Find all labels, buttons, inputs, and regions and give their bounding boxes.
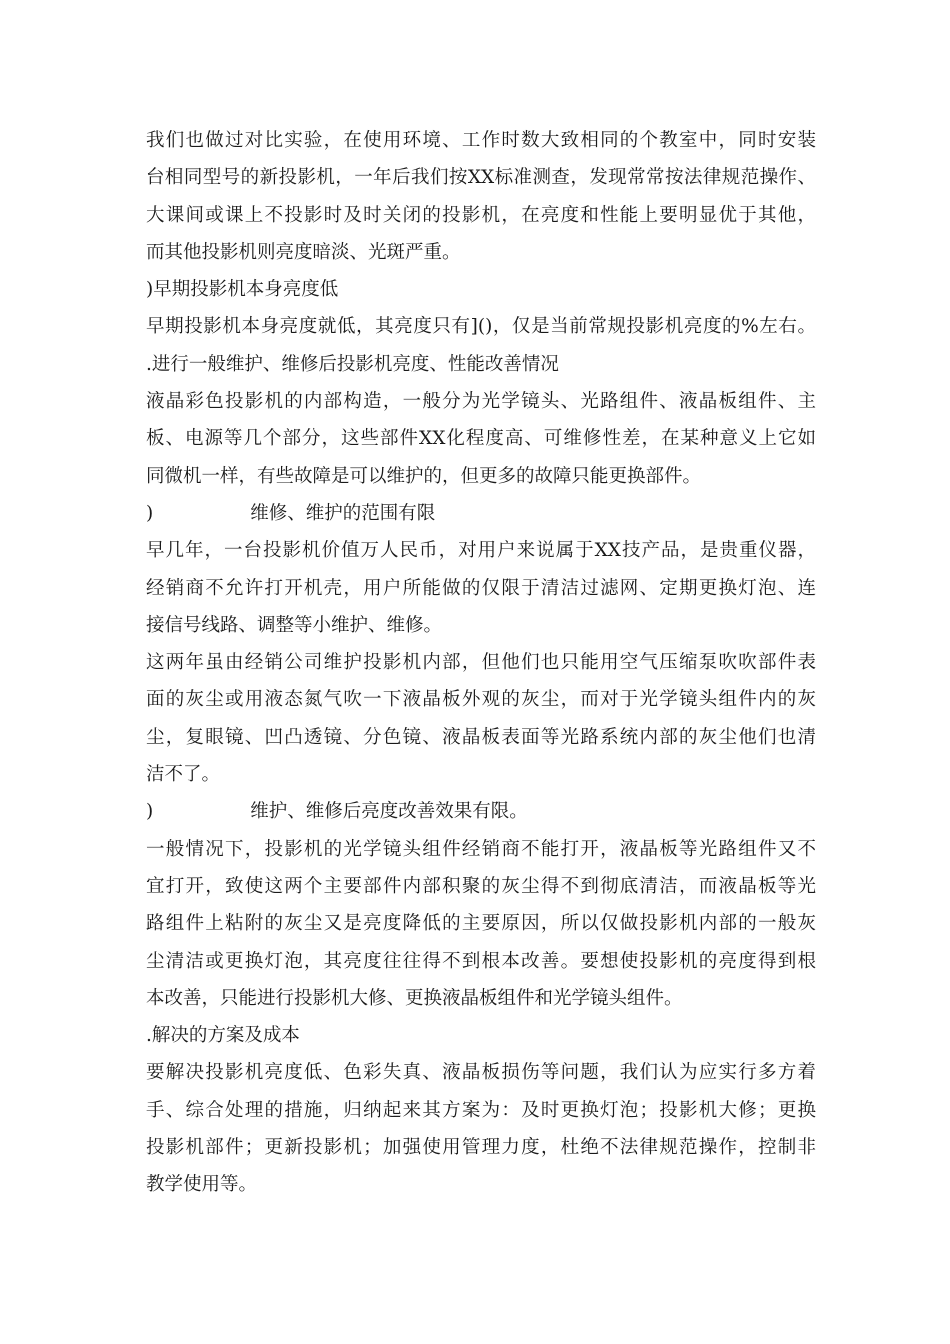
paragraph-line: 接信号线路、调整等小维护、维修。 [146,614,443,636]
paragraph-line: 液晶彩色投影机的内部构造，一般分为光学镜头、光路组件、液晶板组件、主 [146,391,816,413]
paragraph-line: 本改善，只能进行投影机大修、更换液晶板组件和光学镜头组件。 [146,987,683,1009]
paragraph-line: 早期投影机本身亮度就低，其亮度只有]()，仅是当前常规投影机亮度的%左右。 [146,316,816,338]
paragraph-line: 尘清洁或更换灯泡，其亮度往往得不到根本改善。要想使投影机的亮度得到根 [146,950,816,972]
paragraph-line: 尘，复眼镜、凹凸透镜、分色镜、液晶板表面等光路系统内部的灰尘他们也清 [146,726,816,748]
paragraph-line: 台相同型号的新投影机，一年后我们按XX标准测查，发现常常按法律规范操作、 [146,167,816,189]
paragraph-line: 投影机部件；更新投影机；加强使用管理力度，杜绝不法律规范操作，控制非 [146,1137,816,1159]
paragraph-line: 同微机一样，有些故障是可以维护的，但更多的故障只能更换部件。 [146,465,702,487]
paragraph-line: 而其他投影机则亮度暗淡、光斑严重。 [146,241,461,263]
paragraph-line: 大课间或课上不投影时及时关闭的投影机，在亮度和性能上要明显优于其他， [146,204,816,226]
paragraph-line: 面的灰尘或用液态氮气吹一下液晶板外观的灰尘，而对于光学镜头组件内的灰 [146,689,816,711]
document-body [146,122,816,1204]
section-heading: )早期投影机本身亮度低 [146,279,339,301]
paragraph-line: 教学使用等。 [146,1174,258,1196]
paragraph-line: 经销商不允许打开机壳，用户所能做的仅限于清洁过滤网、定期更换灯泡、连 [146,577,816,599]
heading-marker: ) [146,502,154,524]
paragraph-line: 这两年虽由经销公司维护投影机内部，但他们也只能用空气压缩泵吹吹部件表 [146,652,816,674]
paragraph-line: 板、电源等几个部分，这些部件XX化程度高、可维修性差，在某种意义上它如 [146,428,816,450]
paragraph-line: 要解决投影机亮度低、色彩失真、液晶板损伤等问题，我们认为应实行多方着 [146,1062,816,1084]
section-heading [146,495,816,532]
heading-text: 维修、维护的范围有限 [250,502,436,524]
section-heading [146,793,816,830]
section-heading: .进行一般维护、维修后投影机亮度、性能改善情况 [146,353,559,375]
paragraph-line: 一般情况下，投影机的光学镜头组件经销商不能打开，液晶板等光路组件又不 [146,838,816,860]
paragraph-line: 宜打开，致使这两个主要部件内部积聚的灰尘得不到彻底清洁，而液晶板等光 [146,875,816,897]
paragraph-line: 路组件上粘附的灰尘又是亮度降低的主要原因，所以仅做投影机内部的一般灰 [146,913,816,935]
paragraph-line: 我们也做过对比实验，在使用环境、工作时数大致相同的个教室中，同时安装 [146,130,816,151]
heading-text: 维护、维修后亮度改善效果有限。 [250,801,528,823]
paragraph-line: 手、综合处理的措施，归纳起来其方案为：及时更换灯泡；投影机大修；更换 [146,1099,816,1121]
heading-marker: ) [146,801,154,823]
section-heading: .解决的方案及成本 [146,1025,300,1047]
paragraph-line: 洁不了。 [146,764,221,786]
paragraph-line: 早几年，一台投影机价值万人民币，对用户来说属于XX技产品，是贵重仪器， [146,540,816,562]
